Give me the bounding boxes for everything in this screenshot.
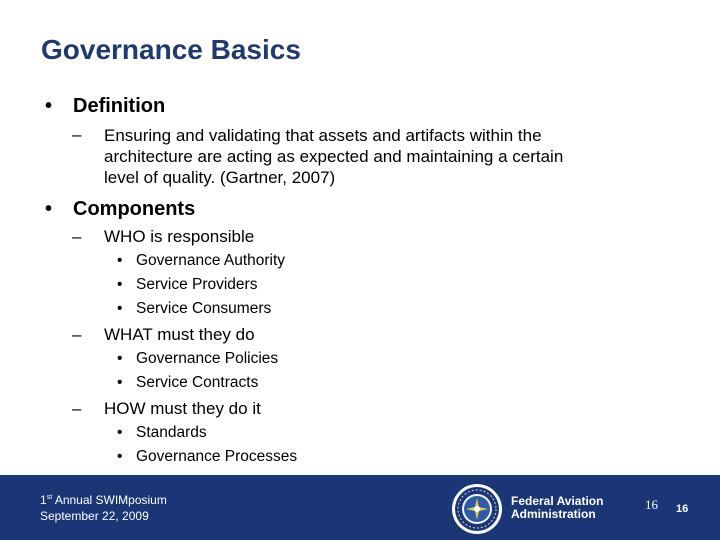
slide-number: 16 — [676, 503, 689, 515]
event-info — [40, 490, 167, 524]
list-item: • Service Contracts — [117, 374, 259, 391]
list-item: • Service Consumers — [117, 300, 272, 317]
footer-bar — [0, 475, 720, 540]
bullet-dot-icon: • — [117, 276, 123, 293]
bullet-dot-icon: • — [117, 374, 123, 391]
sub-bullet-what: – WHAT must they do — [72, 325, 255, 344]
dash-icon: – — [72, 325, 82, 344]
sub-bullet-how: – HOW must they do it — [72, 399, 261, 418]
definition-dash-icon: – — [72, 125, 82, 144]
definition-line: architecture are acting as expected and maintaining a certain — [104, 147, 564, 166]
sub-bullet-who: – WHO is responsible — [72, 227, 255, 246]
list-item: • Service Providers — [117, 276, 258, 293]
bullet-dot-icon: • — [117, 448, 123, 465]
bullet-dot-icon: • — [117, 300, 123, 317]
agency-name: Federal Aviation Administration — [511, 494, 604, 521]
event-name: 1st Annual SWIMposium — [40, 493, 167, 507]
definition-line: level of quality. (Gartner, 2007) — [104, 168, 336, 187]
bullet-components: • Components — [45, 198, 196, 220]
event-date: September 22, 2009 — [40, 509, 149, 523]
dash-icon: – — [72, 399, 82, 418]
bullet-dot-icon: • — [45, 198, 53, 220]
definition-text — [104, 125, 563, 188]
bullet-definition: • Definition — [45, 95, 166, 117]
faa-seal-icon — [451, 483, 503, 535]
list-item: • Standards — [117, 424, 207, 441]
bullet-dot-icon: • — [45, 95, 53, 117]
bullet-dot-icon: • — [117, 424, 123, 441]
bullet-dot-icon: • — [117, 252, 123, 269]
dash-icon: – — [72, 227, 82, 246]
list-item: • Governance Authority — [117, 252, 286, 269]
list-item: • Governance Processes — [117, 448, 298, 465]
list-item: • Governance Policies — [117, 350, 279, 367]
bullet-dot-icon: • — [117, 350, 123, 367]
definition-line: Ensuring and validating that assets and artifacts within the — [104, 126, 542, 145]
slide-title: Governance Basics — [41, 34, 301, 65]
page-number: 16 — [645, 497, 658, 512]
